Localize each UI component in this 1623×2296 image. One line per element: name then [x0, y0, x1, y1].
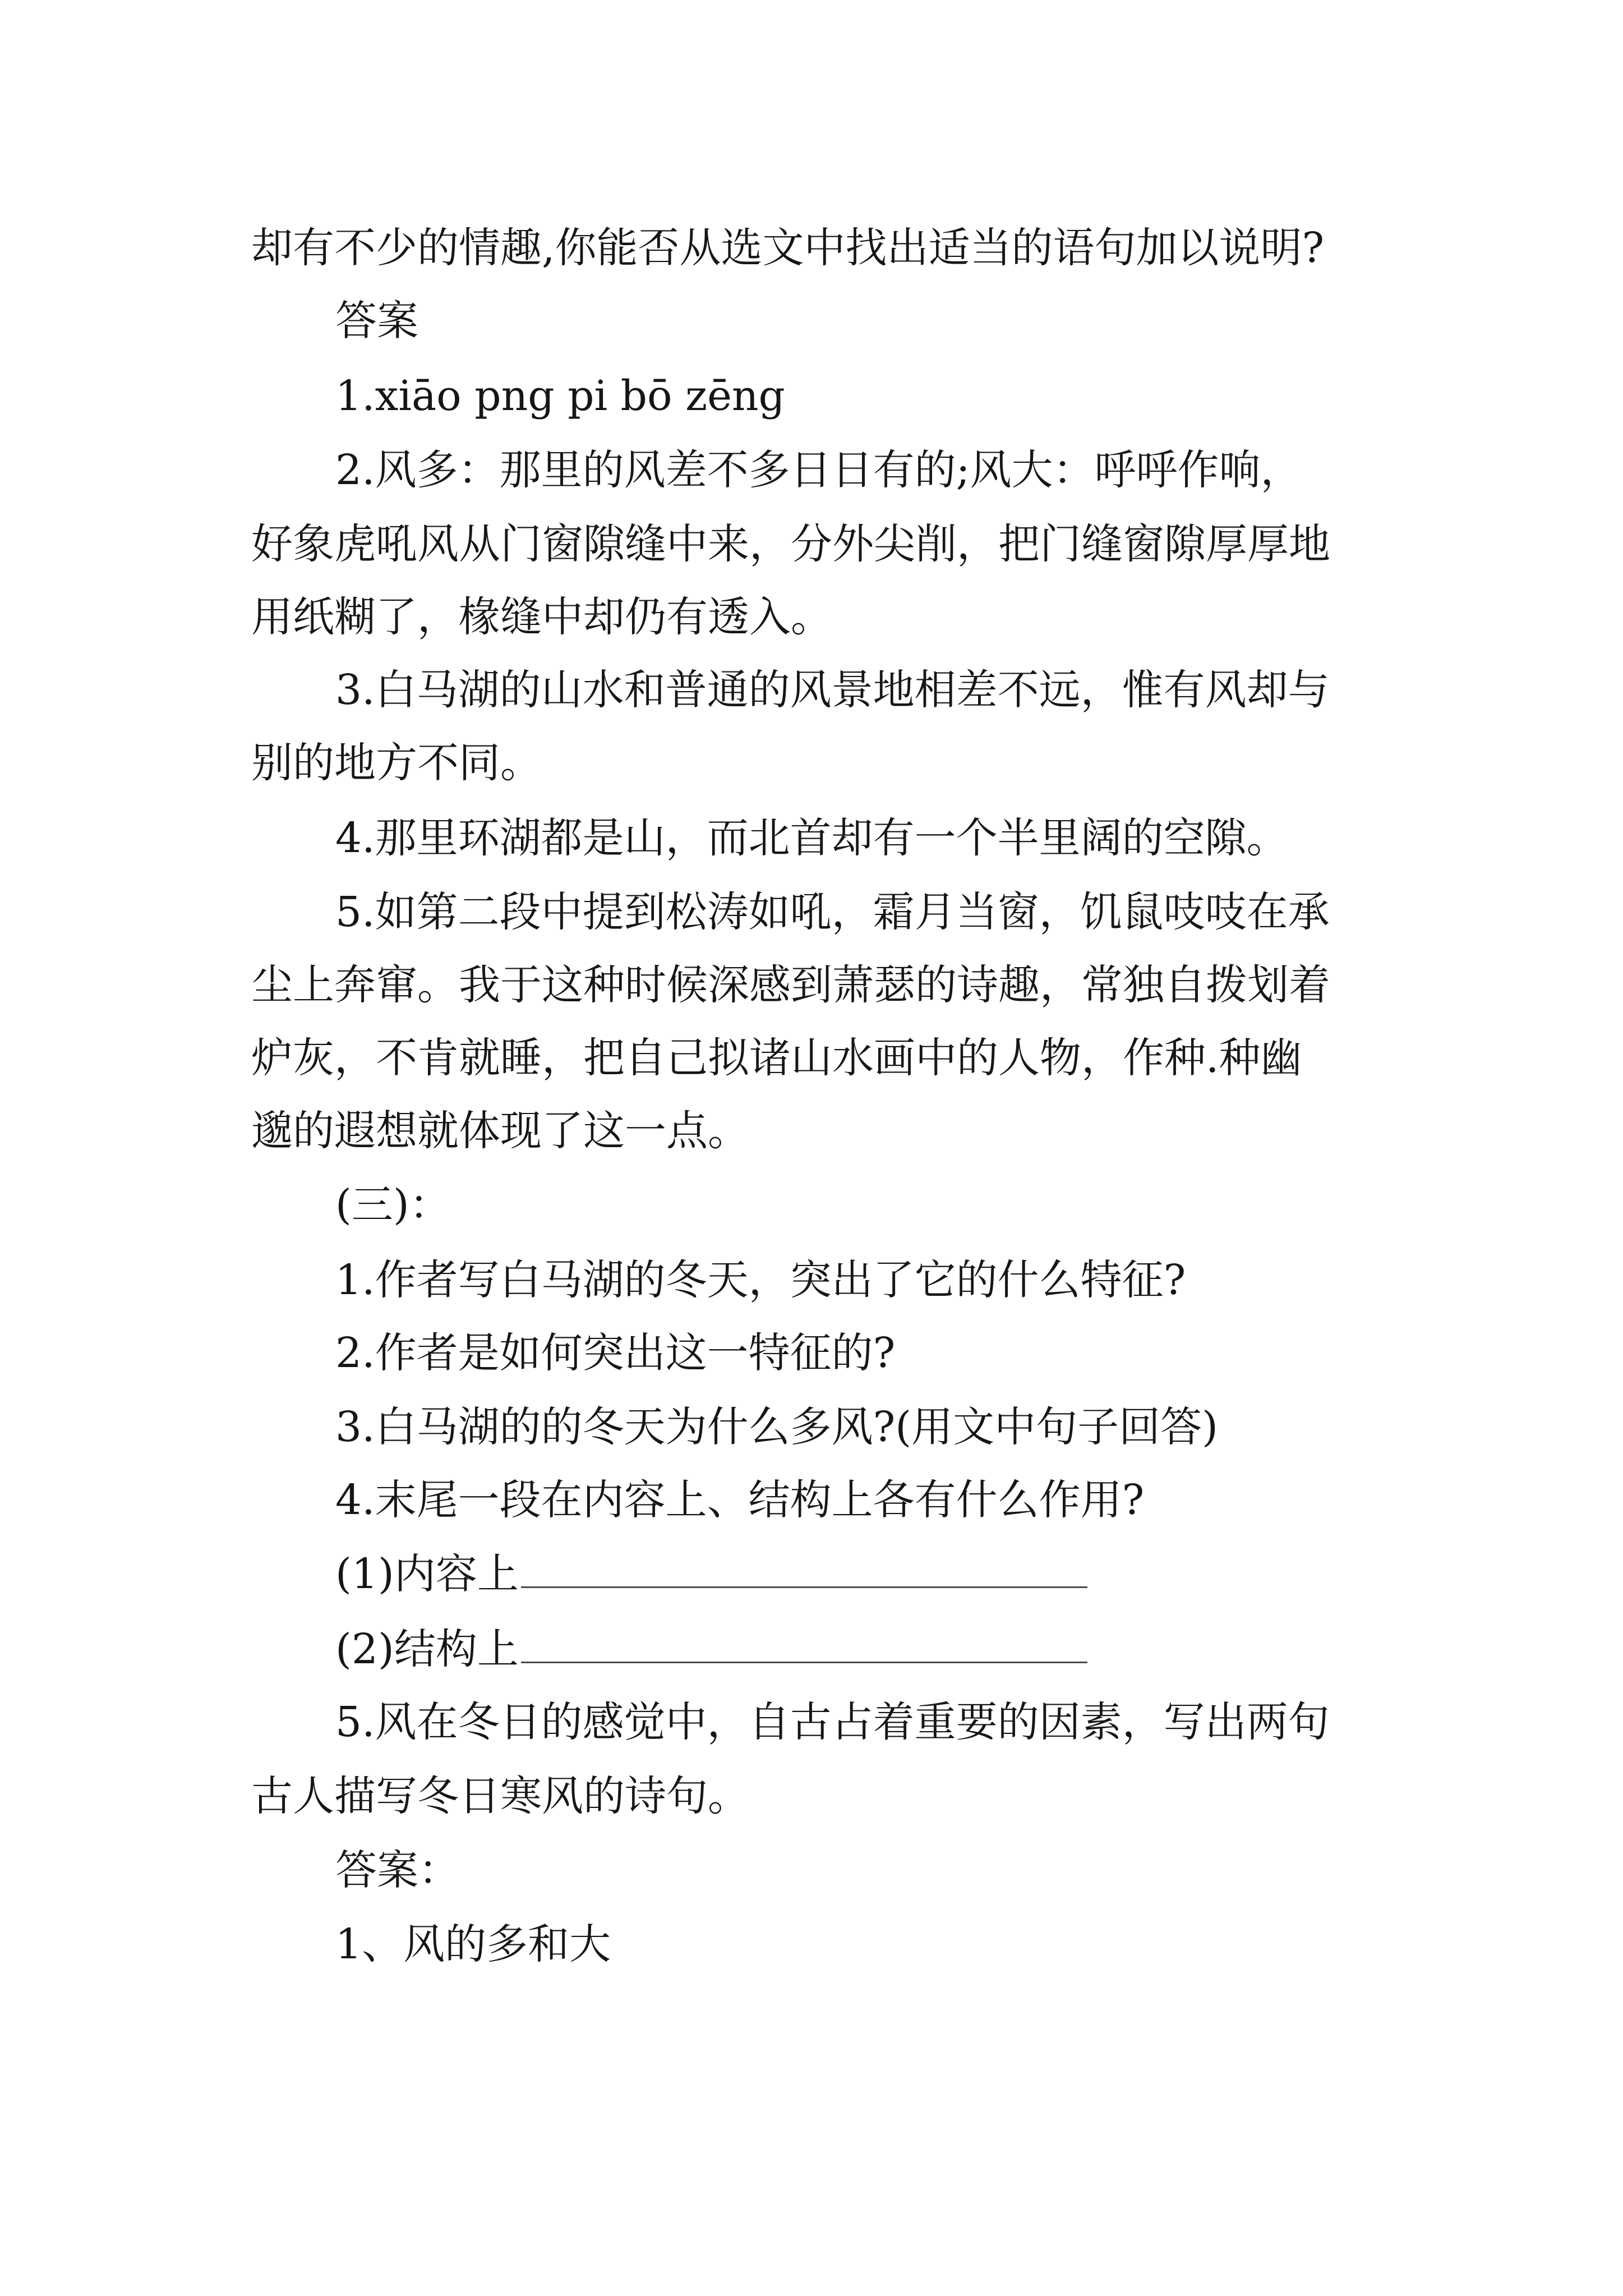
answer-item: 4.那里环湖都是山，而北首却有一个半里阔的空隙。 [335, 814, 1288, 862]
answer-item: 5.如第二段中提到松涛如吼，霜月当窗，饥鼠吱吱在承 [335, 888, 1330, 936]
text-line: 别的地方不同。 [251, 739, 542, 787]
answer-heading: 答案： [335, 1846, 460, 1894]
text-line: 古人描写冬日寒风的诗句。 [251, 1772, 749, 1820]
text-line: 却有不少的情趣,你能否从选文中找出适当的语句加以说明? [251, 224, 1325, 272]
answer-blank [521, 1620, 1087, 1663]
answer-item: 1.xiāo png pi bō zēng [335, 372, 785, 420]
text-line: 用纸糊了，椽缝中却仍有透入。 [251, 593, 832, 641]
question-item: 1.作者写白马湖的冬天，突出了它的什么特征? [335, 1256, 1186, 1304]
fill-in-item [335, 1616, 1087, 1683]
answer-item: 3.白马湖的山水和普通的风景地相差不远，惟有风却与 [335, 666, 1330, 714]
text-line: 炉灰，不肯就睡，把自己拟诸山水画中的人物，作种.种幽 [251, 1034, 1302, 1082]
fill-in-item [335, 1540, 1087, 1608]
fill-in-label: (1)内容上 [335, 1550, 519, 1598]
fill-in-label: (2)结构上 [335, 1625, 519, 1673]
text-line: 尘上奔窜。我于这种时候深感到萧瑟的诗趣，常独自拨划着 [251, 961, 1330, 1009]
answer-item: 2.风多：那里的风差不多日日有的;风大：呼呼作响， [335, 446, 1302, 494]
question-item: 4.末尾一段在内容上、结构上各有什么作用? [335, 1476, 1145, 1524]
question-item: 5.风在冬日的感觉中，自古占着重要的因素，写出两句 [335, 1698, 1330, 1746]
text-line: 好象虎吼风从门窗隙缝中来，分外尖削，把门缝窗隙厚厚地 [251, 520, 1330, 568]
text-line: 邈的遐想就体现了这一点。 [251, 1107, 749, 1155]
answer-item: 1、风的多和大 [335, 1920, 611, 1968]
answer-blank [521, 1545, 1087, 1588]
question-item: 2.作者是如何突出这一特征的? [335, 1329, 896, 1377]
section-heading: (三)： [335, 1181, 451, 1229]
question-item: 3.白马湖的的冬天为什么多风?(用文中句子回答) [335, 1403, 1219, 1451]
answer-heading: 答案 [335, 297, 418, 345]
